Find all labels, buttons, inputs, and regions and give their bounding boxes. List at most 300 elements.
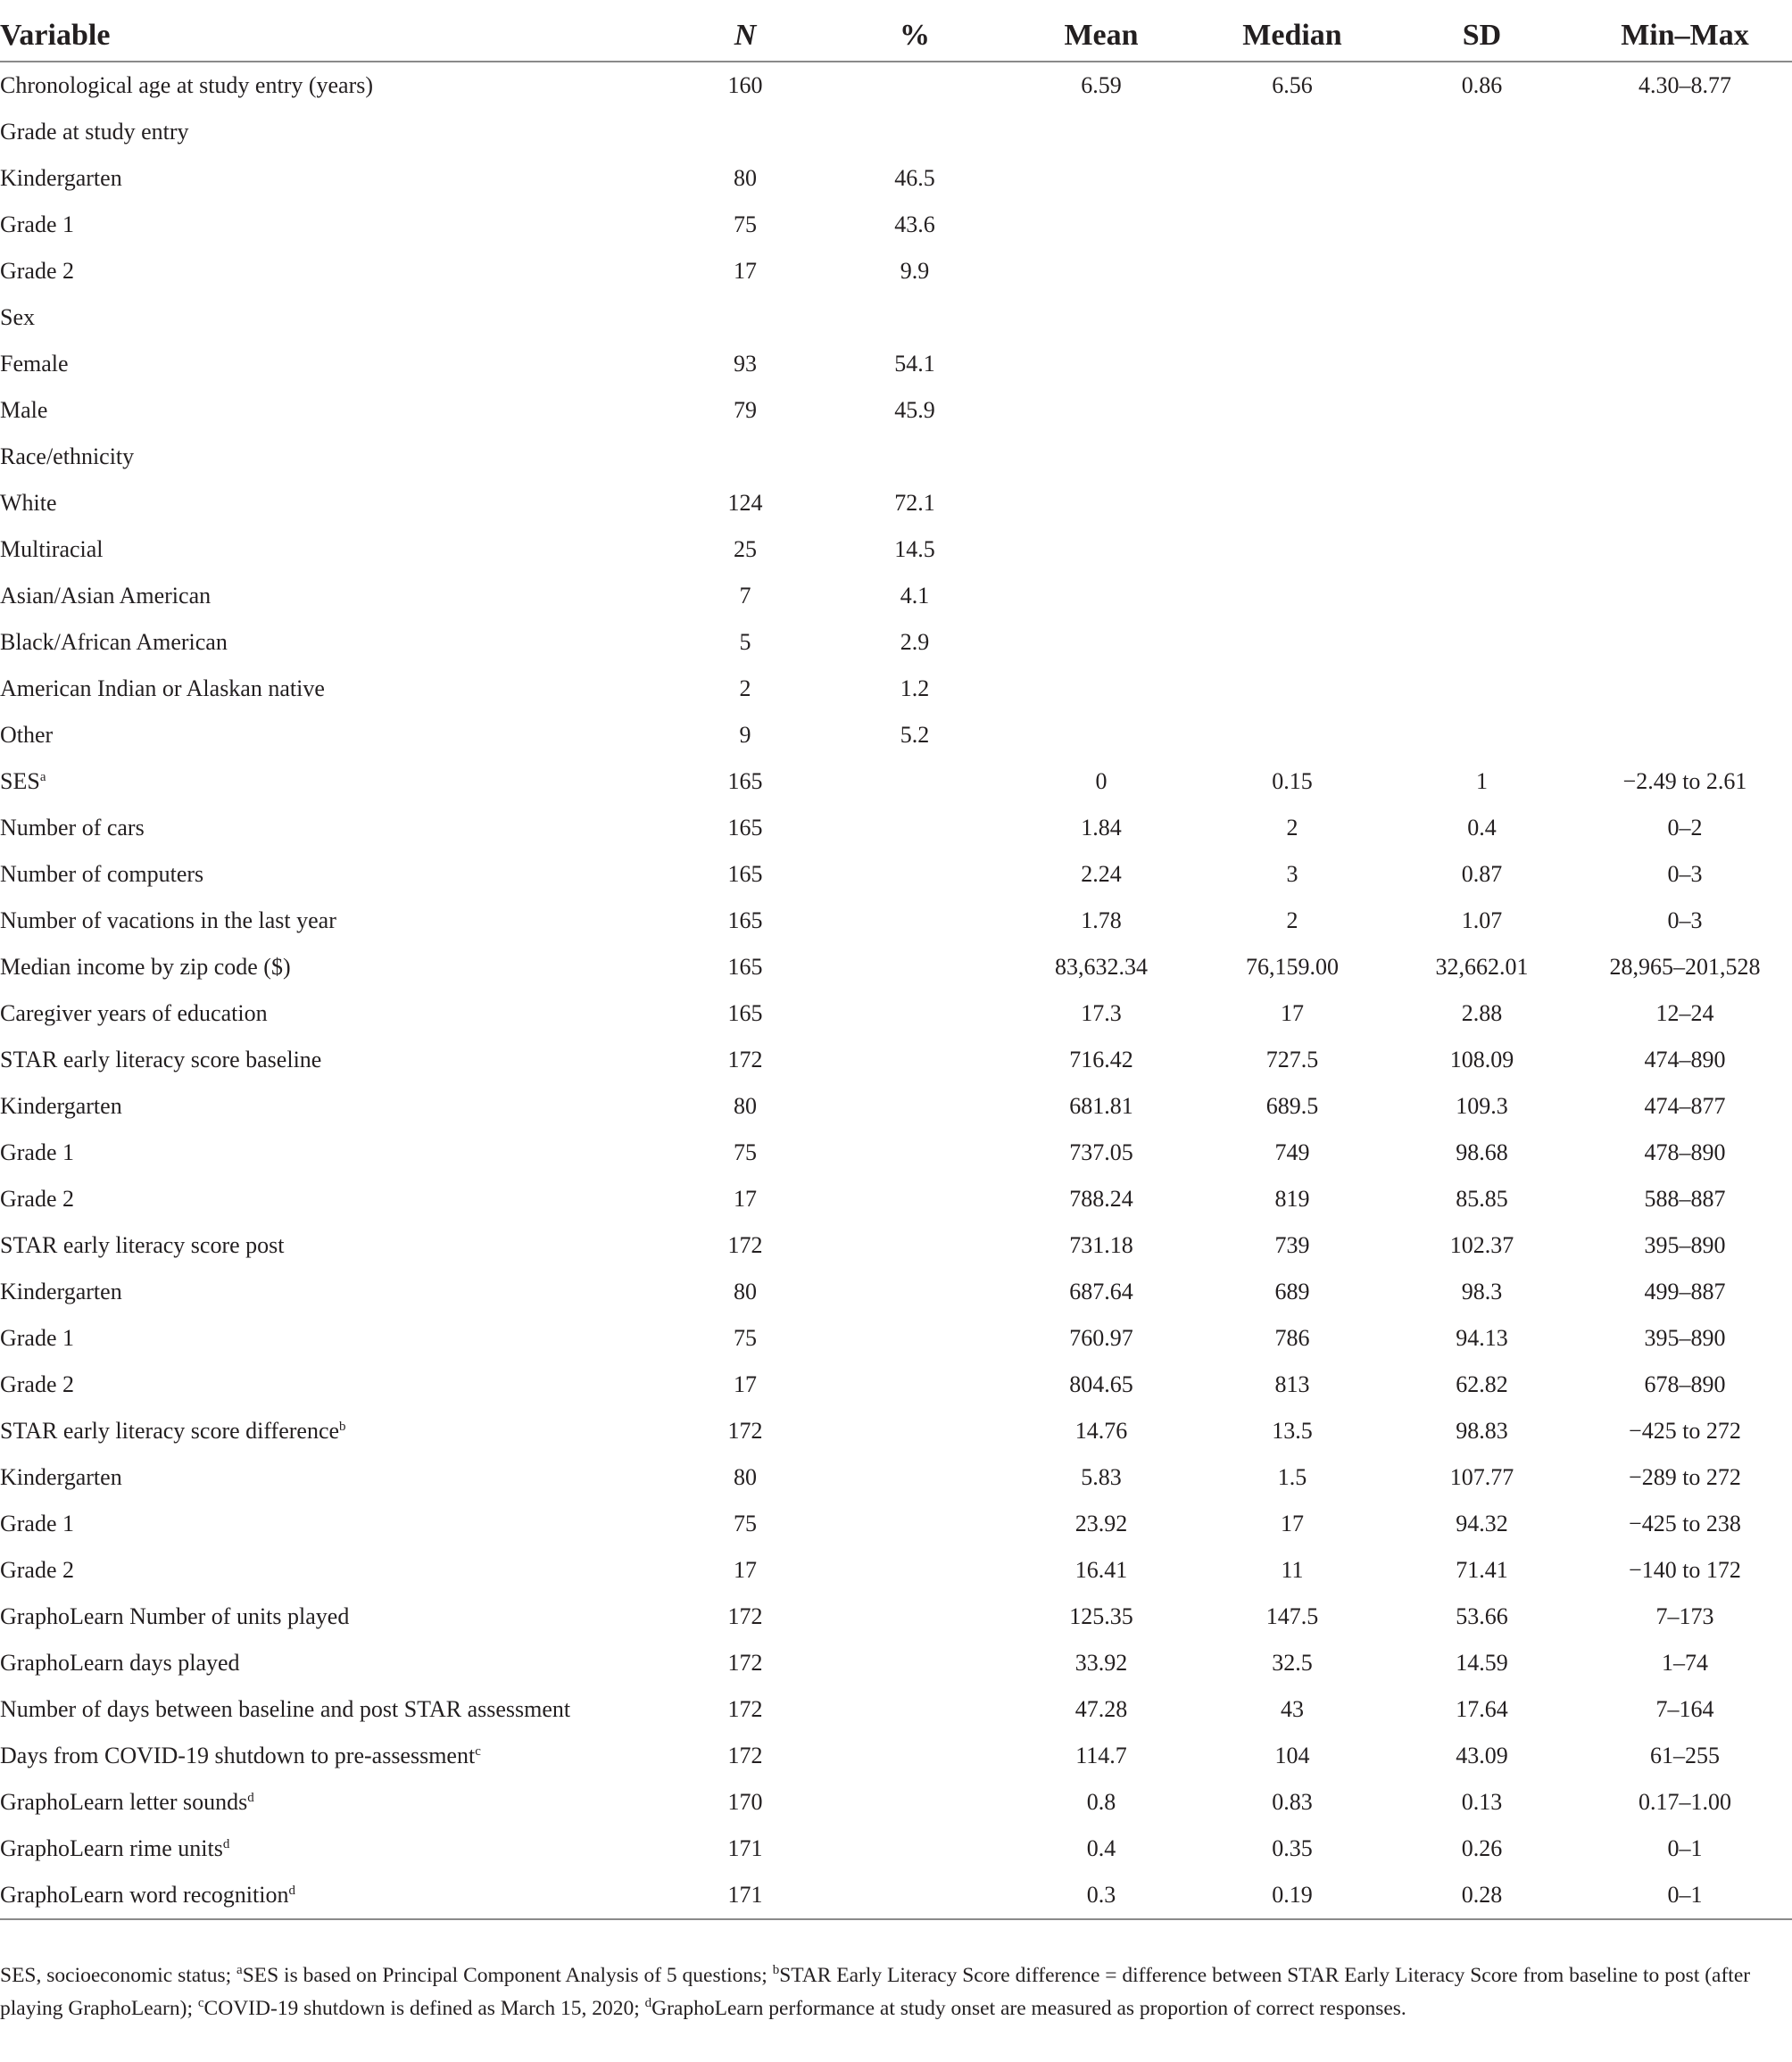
variable-label: Black/African American: [0, 629, 228, 655]
cell-variable: [0, 1640, 665, 1686]
footnote-abbreviation: SES, socioeconomic status;: [0, 1964, 237, 1987]
cell-median: 147.5: [1265, 1603, 1319, 1629]
cell-percent: 54.1: [894, 351, 935, 377]
cell-percent: [825, 1594, 1004, 1640]
cell-sd: [1386, 480, 1578, 526]
cell-variable: [0, 294, 665, 341]
cell-min-max: 1–74: [1662, 1650, 1708, 1676]
cell-median: [1199, 294, 1386, 341]
cell-percent: [825, 1640, 1004, 1686]
footnote-d: GraphoLearn performance at study onset are measured as proportion of correct responses.: [651, 1997, 1406, 2020]
cell-sd: 94.13: [1456, 1325, 1508, 1351]
cell-variable: [0, 805, 665, 851]
footnote-a: SES is based on Principal Component Analysis of 5 questions;: [242, 1964, 773, 1987]
cell-variable: [0, 1547, 665, 1594]
cell-min-max: 0.17–1.00: [1639, 1789, 1731, 1815]
variable-label: Grade 2: [0, 1371, 75, 1397]
cell-min-max: [1578, 712, 1792, 758]
variable-label: Number of computers: [0, 861, 204, 887]
cell-median: 2: [1286, 815, 1298, 841]
cell-median: 32.5: [1272, 1650, 1313, 1676]
cell-min-max: 4.30–8.77: [1639, 72, 1731, 98]
cell-median: 739: [1274, 1232, 1310, 1258]
table-row: [0, 758, 1792, 805]
cell-mean: 804.65: [1069, 1371, 1133, 1397]
cell-percent: [825, 944, 1004, 990]
cell-variable: [0, 712, 665, 758]
cell-mean: 681.81: [1069, 1093, 1133, 1119]
cell-sd: 2.88: [1461, 1000, 1503, 1026]
variable-label: Grade 1: [0, 1139, 75, 1165]
cell-percent: [825, 1362, 1004, 1408]
cell-sd: 0.86: [1461, 72, 1503, 98]
cell-percent: 2.9: [900, 629, 930, 655]
variable-label: Number of days between baseline and post STAR assessment: [0, 1696, 571, 1722]
variable-label: GraphoLearn letter sounds: [0, 1789, 248, 1815]
descriptive-statistics-table: [0, 11, 1792, 1920]
cell-mean: [1004, 387, 1199, 434]
cell-sd: 0.26: [1461, 1835, 1503, 1861]
variable-label: Chronological age at study entry (years): [0, 72, 374, 98]
cell-median: [1199, 434, 1386, 480]
cell-median: [1199, 202, 1386, 248]
cell-variable: [0, 1501, 665, 1547]
cell-min-max: [1578, 202, 1792, 248]
cell-n: [665, 294, 825, 341]
cell-percent: [825, 1872, 1004, 1919]
variable-label: Caregiver years of education: [0, 1000, 268, 1026]
cell-variable: [0, 480, 665, 526]
footnote-c: COVID-19 shutdown is defined as March 15, 2020;: [203, 1997, 645, 2020]
cell-min-max: 7–164: [1655, 1696, 1714, 1722]
cell-percent: [825, 62, 1004, 109]
cell-min-max: 588–887: [1644, 1186, 1726, 1212]
variable-label: Male: [0, 397, 48, 423]
cell-min-max: [1578, 434, 1792, 480]
cell-mean: [1004, 341, 1199, 387]
cell-n: 80: [734, 1279, 757, 1304]
cell-median: 689.5: [1265, 1093, 1319, 1119]
table-row: [0, 573, 1792, 619]
cell-mean: [1004, 573, 1199, 619]
table-row: [0, 1037, 1792, 1083]
cell-median: 43: [1281, 1696, 1304, 1722]
variable-label: Grade 1: [0, 1511, 75, 1536]
cell-mean: 0: [1095, 768, 1108, 794]
variable-label: Kindergarten: [0, 1279, 122, 1304]
cell-n: 171: [727, 1835, 763, 1861]
cell-median: [1199, 109, 1386, 155]
cell-mean: 14.76: [1074, 1418, 1128, 1444]
cell-percent: [825, 1176, 1004, 1222]
footnote-marker: c: [475, 1744, 481, 1759]
footnote-b: STAR Early Literacy Score difference = difference between STAR Early Literacy Score from baseline to post (after playing GraphoLearn);: [0, 1964, 1751, 2020]
cell-median: 0.15: [1272, 768, 1313, 794]
table-row: [0, 155, 1792, 202]
cell-min-max: 7–173: [1655, 1603, 1714, 1629]
table-row: [0, 805, 1792, 851]
cell-median: 3: [1286, 861, 1298, 887]
table-row: [0, 480, 1792, 526]
cell-min-max: [1578, 109, 1792, 155]
cell-mean: [1004, 434, 1199, 480]
cell-median: [1199, 619, 1386, 666]
cell-percent: [825, 1037, 1004, 1083]
cell-variable: [0, 1408, 665, 1454]
cell-sd: [1386, 248, 1578, 294]
cell-sd: [1386, 202, 1578, 248]
cell-mean: 2.24: [1081, 861, 1122, 887]
header-mean: Mean: [1004, 11, 1199, 62]
cell-mean: 760.97: [1069, 1325, 1133, 1351]
cell-sd: 98.83: [1456, 1418, 1508, 1444]
cell-percent: [825, 758, 1004, 805]
cell-median: 813: [1274, 1371, 1310, 1397]
cell-median: [1199, 526, 1386, 573]
cell-percent: [825, 1315, 1004, 1362]
variable-label: Grade at study entry: [0, 119, 189, 145]
cell-n: 172: [727, 1047, 763, 1072]
cell-median: [1199, 480, 1386, 526]
variable-label: GraphoLearn Number of units played: [0, 1603, 350, 1629]
cell-median: [1199, 387, 1386, 434]
cell-sd: [1386, 619, 1578, 666]
table-row: [0, 109, 1792, 155]
cell-variable: [0, 1315, 665, 1362]
cell-mean: 6.59: [1081, 72, 1122, 98]
cell-percent: 72.1: [894, 490, 935, 516]
cell-min-max: −289 to 272: [1629, 1464, 1741, 1490]
header-min-max: Min–Max: [1578, 11, 1792, 62]
cell-percent: [825, 1222, 1004, 1269]
cell-sd: 32,662.01: [1435, 954, 1529, 980]
table-row: [0, 1686, 1792, 1733]
table-row: [0, 434, 1792, 480]
table-row: [0, 1640, 1792, 1686]
table-row: [0, 1733, 1792, 1779]
cell-variable: [0, 155, 665, 202]
cell-median: 0.35: [1272, 1835, 1313, 1861]
cell-n: 165: [727, 954, 763, 980]
table-row: [0, 294, 1792, 341]
cell-percent: [825, 294, 1004, 341]
cell-mean: 5.83: [1081, 1464, 1122, 1490]
variable-label: STAR early literacy score difference: [0, 1418, 340, 1444]
cell-min-max: [1578, 294, 1792, 341]
cell-n: 79: [734, 397, 757, 423]
cell-n: 75: [734, 211, 757, 237]
cell-percent: [825, 1547, 1004, 1594]
table-row: [0, 202, 1792, 248]
cell-mean: [1004, 294, 1199, 341]
variable-label: Days from COVID-19 shutdown to pre-assessment: [0, 1743, 476, 1768]
cell-sd: [1386, 341, 1578, 387]
table-row: [0, 851, 1792, 898]
cell-variable: [0, 248, 665, 294]
cell-variable: [0, 1872, 665, 1919]
cell-median: 104: [1274, 1743, 1310, 1768]
cell-min-max: 395–890: [1644, 1232, 1726, 1258]
table-row: [0, 1222, 1792, 1269]
cell-n: 165: [727, 768, 763, 794]
variable-label: GraphoLearn word recognition: [0, 1882, 289, 1908]
variable-label: Sex: [0, 304, 35, 330]
cell-sd: 1: [1476, 768, 1488, 794]
cell-mean: 0.3: [1004, 1872, 1199, 1919]
cell-percent: [825, 1269, 1004, 1315]
cell-percent: [825, 898, 1004, 944]
cell-n: 5: [739, 629, 751, 655]
table-row: [0, 619, 1792, 666]
cell-mean: 716.42: [1069, 1047, 1133, 1072]
cell-min-max: −140 to 172: [1629, 1557, 1741, 1583]
table-row: [0, 1362, 1792, 1408]
cell-min-max: 28,965–201,528: [1609, 954, 1761, 980]
cell-n: 165: [727, 907, 763, 933]
cell-mean: 16.41: [1074, 1557, 1128, 1583]
table-row: [0, 1779, 1792, 1826]
cell-mean: 1.78: [1081, 907, 1122, 933]
cell-percent: 5.2: [900, 722, 930, 748]
cell-sd: 1.07: [1461, 907, 1503, 933]
cell-min-max: [1578, 526, 1792, 573]
cell-n: 165: [727, 1000, 763, 1026]
cell-min-max: [1578, 666, 1792, 712]
cell-mean: [1004, 202, 1199, 248]
cell-sd: [1386, 712, 1578, 758]
table-row: [0, 898, 1792, 944]
cell-sd: 94.32: [1456, 1511, 1508, 1536]
cell-percent: [825, 1408, 1004, 1454]
table-row: [0, 1315, 1792, 1362]
cell-min-max: 478–890: [1644, 1139, 1726, 1165]
table-row: [0, 1501, 1792, 1547]
cell-percent: [825, 1733, 1004, 1779]
footnote-mark-a: a: [236, 1963, 243, 1977]
cell-n: 7: [739, 583, 751, 609]
cell-min-max: −2.49 to 2.61: [1622, 768, 1747, 794]
table-row: [0, 1872, 1792, 1919]
cell-percent: [825, 1501, 1004, 1547]
cell-mean: 731.18: [1069, 1232, 1133, 1258]
table-row: [0, 990, 1792, 1037]
cell-mean: 17.3: [1081, 1000, 1122, 1026]
cell-variable: [0, 62, 665, 109]
cell-mean: [1004, 480, 1199, 526]
cell-sd: 0.13: [1461, 1789, 1503, 1815]
cell-n: 172: [727, 1696, 763, 1722]
variable-label: Asian/Asian American: [0, 583, 212, 609]
cell-median: 0.83: [1272, 1789, 1313, 1815]
cell-median: 76,159.00: [1246, 954, 1339, 980]
cell-percent: [825, 1130, 1004, 1176]
header-percent: %: [825, 11, 1004, 62]
variable-label: Number of vacations in the last year: [0, 907, 336, 933]
cell-sd: 109.3: [1456, 1093, 1508, 1119]
cell-n: 124: [727, 490, 763, 516]
cell-min-max: 395–890: [1644, 1325, 1726, 1351]
cell-min-max: [1578, 155, 1792, 202]
cell-variable: [0, 1362, 665, 1408]
cell-percent: 43.6: [894, 211, 935, 237]
cell-percent: [825, 109, 1004, 155]
variable-label: Race/ethnicity: [0, 443, 135, 469]
cell-sd: [1386, 155, 1578, 202]
table-row: [0, 1176, 1792, 1222]
table-row: [0, 526, 1792, 573]
cell-sd: 53.66: [1456, 1603, 1508, 1629]
cell-percent: 4.1: [900, 583, 930, 609]
cell-variable: [0, 1454, 665, 1501]
cell-sd: [1386, 434, 1578, 480]
cell-median: [1199, 248, 1386, 294]
cell-percent: [825, 1779, 1004, 1826]
cell-median: [1199, 341, 1386, 387]
variable-label: STAR early literacy score post: [0, 1232, 285, 1258]
cell-sd: [1386, 526, 1578, 573]
table-row: [0, 1130, 1792, 1176]
cell-sd: [1386, 666, 1578, 712]
cell-mean: [1004, 109, 1199, 155]
cell-mean: 737.05: [1069, 1139, 1133, 1165]
cell-n: 172: [727, 1232, 763, 1258]
cell-variable: [0, 341, 665, 387]
cell-median: [1199, 712, 1386, 758]
variable-label: Kindergarten: [0, 165, 122, 191]
cell-median: [1199, 155, 1386, 202]
cell-min-max: 61–255: [1650, 1743, 1720, 1768]
cell-min-max: 0–1: [1667, 1835, 1703, 1861]
cell-mean: 125.35: [1069, 1603, 1133, 1629]
cell-mean: 114.7: [1075, 1743, 1127, 1768]
cell-variable: [0, 898, 665, 944]
cell-mean: [1004, 712, 1199, 758]
table-row: [0, 1454, 1792, 1501]
variable-label: Grade 1: [0, 1325, 75, 1351]
cell-n: 165: [727, 861, 763, 887]
cell-sd: [1386, 294, 1578, 341]
table-row: [0, 1408, 1792, 1454]
cell-variable: [0, 1176, 665, 1222]
cell-variable: [0, 944, 665, 990]
cell-percent: [825, 990, 1004, 1037]
variable-label: Grade 1: [0, 211, 75, 237]
cell-mean: 1.84: [1081, 815, 1122, 841]
cell-sd: 102.37: [1449, 1232, 1514, 1258]
variable-label: GraphoLearn days played: [0, 1650, 240, 1676]
header-median: Median: [1199, 11, 1386, 62]
cell-n: 17: [734, 258, 757, 284]
cell-sd: 62.82: [1456, 1371, 1508, 1397]
cell-median: 0.19: [1199, 1872, 1386, 1919]
cell-median: 1.5: [1277, 1464, 1307, 1490]
cell-sd: 85.85: [1456, 1186, 1508, 1212]
cell-min-max: 678–890: [1644, 1371, 1726, 1397]
header-row: [0, 11, 1792, 62]
cell-n: 172: [727, 1603, 763, 1629]
cell-sd: [1386, 387, 1578, 434]
cell-variable: [0, 666, 665, 712]
cell-n: 80: [734, 1093, 757, 1119]
cell-n: 17: [734, 1371, 757, 1397]
cell-variable: [0, 202, 665, 248]
cell-n: 25: [734, 536, 757, 562]
cell-min-max: 0–2: [1667, 815, 1703, 841]
cell-percent: 46.5: [894, 165, 935, 191]
footnote-marker: b: [339, 1420, 346, 1434]
cell-sd: 98.3: [1461, 1279, 1503, 1304]
cell-mean: 23.92: [1074, 1511, 1128, 1536]
variable-label: Other: [0, 722, 54, 748]
variable-label: Kindergarten: [0, 1093, 122, 1119]
cell-median: 2: [1286, 907, 1298, 933]
cell-variable: [0, 1269, 665, 1315]
cell-mean: 788.24: [1069, 1186, 1133, 1212]
footnote-marker: d: [222, 1837, 230, 1851]
cell-min-max: 0–1: [1578, 1872, 1792, 1919]
cell-variable: [0, 1733, 665, 1779]
cell-median: 749: [1274, 1139, 1310, 1165]
variable-label: Number of cars: [0, 815, 145, 841]
cell-percent: [825, 434, 1004, 480]
cell-n: 160: [727, 72, 763, 98]
table-row: [0, 387, 1792, 434]
cell-percent: [825, 851, 1004, 898]
cell-mean: 687.64: [1069, 1279, 1133, 1304]
cell-percent: [825, 805, 1004, 851]
header-sd: SD: [1386, 11, 1578, 62]
cell-variable: [0, 526, 665, 573]
cell-n: 75: [734, 1511, 757, 1536]
table-row: [0, 62, 1792, 109]
cell-percent: [825, 1686, 1004, 1733]
cell-mean: [1004, 666, 1199, 712]
cell-mean: [1004, 526, 1199, 573]
cell-percent: [825, 1826, 1004, 1872]
cell-mean: 47.28: [1074, 1696, 1128, 1722]
variable-label: Multiracial: [0, 536, 104, 562]
cell-variable: [0, 1037, 665, 1083]
cell-min-max: 0–3: [1667, 861, 1703, 887]
cell-sd: [1386, 573, 1578, 619]
cell-median: 13.5: [1272, 1418, 1313, 1444]
cell-variable: [0, 387, 665, 434]
cell-sd: [1386, 109, 1578, 155]
table-body: [0, 62, 1792, 1919]
table-row: [0, 1547, 1792, 1594]
footnote-marker: a: [39, 770, 46, 784]
cell-sd: 108.09: [1449, 1047, 1514, 1072]
cell-median: 727.5: [1265, 1047, 1319, 1072]
table-row: [0, 666, 1792, 712]
cell-median: 786: [1274, 1325, 1310, 1351]
cell-variable: [0, 1130, 665, 1176]
cell-min-max: 0–3: [1667, 907, 1703, 933]
variable-label: White: [0, 490, 57, 516]
cell-median: 819: [1274, 1186, 1310, 1212]
cell-percent: [825, 1454, 1004, 1501]
footnote-mark-b: b: [772, 1963, 780, 1977]
cell-n: 17: [734, 1557, 757, 1583]
footnote-marker: d: [247, 1791, 254, 1805]
table-footnote: [0, 1959, 1776, 2025]
cell-percent: 9.9: [900, 258, 930, 284]
cell-variable: [0, 1083, 665, 1130]
cell-sd: 107.77: [1449, 1464, 1514, 1490]
cell-sd: 17.64: [1456, 1696, 1508, 1722]
cell-n: 80: [734, 165, 757, 191]
variable-label: SES: [0, 768, 40, 794]
